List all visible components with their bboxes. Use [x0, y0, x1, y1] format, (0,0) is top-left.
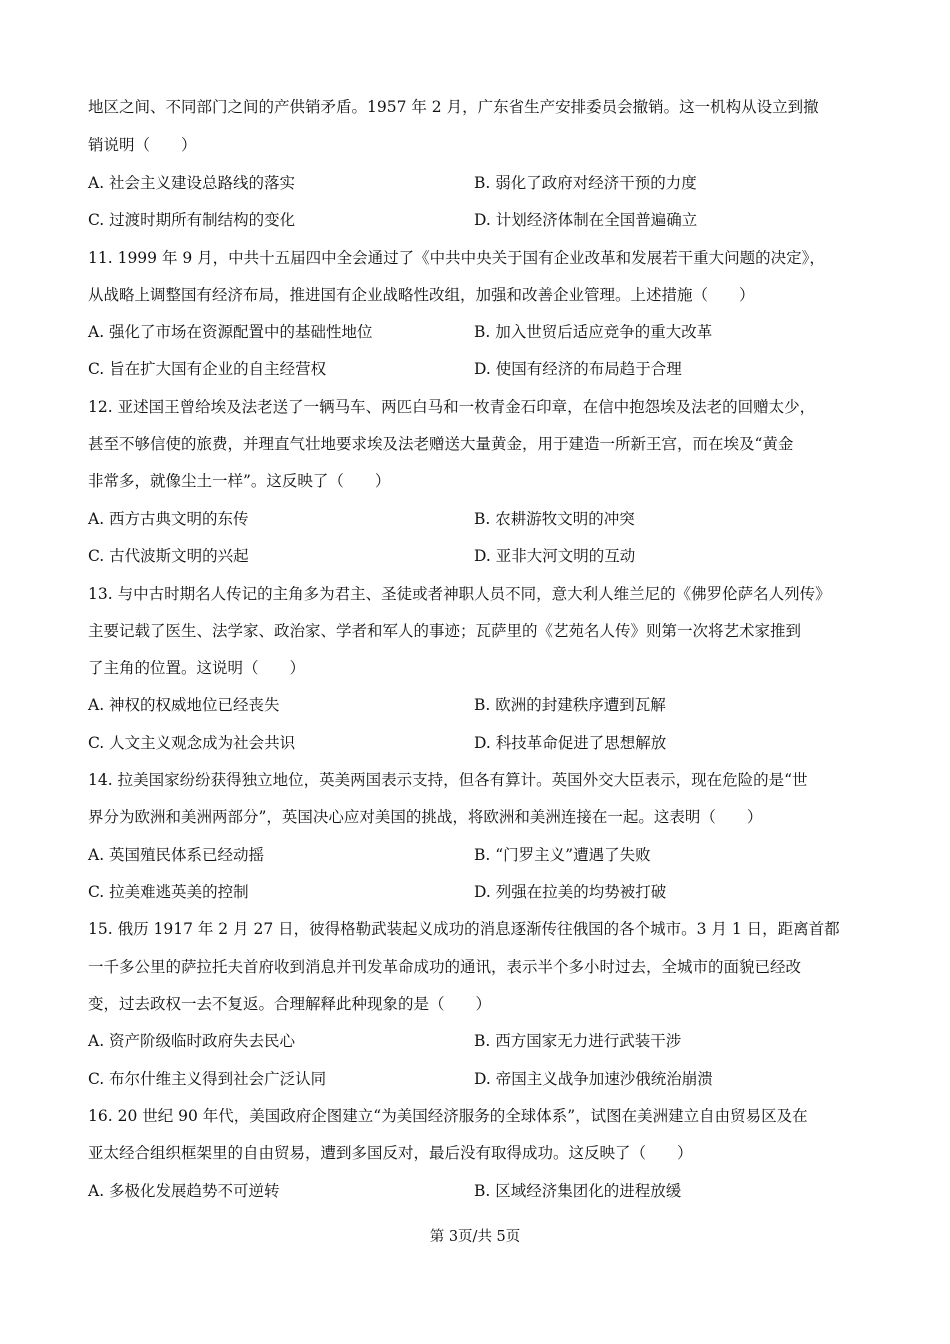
q12-option-c: C. 古代波斯文明的兴起: [88, 547, 249, 565]
q15-stem-line-1: 15. 俄历 1917 年 2 月 27 日，彼得格勒武装起义成功的消息逐渐传往俄国的各个城市。3 月 1 日，距离首都: [88, 920, 840, 938]
q12-stem-line-1: 12. 亚述国王曾给埃及法老送了一辆马车、两匹白马和一枚青金石印章，在信中抱怨埃及法老的回赠太少，: [88, 398, 816, 416]
q16-stem-line-2: 亚太经合组织框架里的自由贸易，遭到多国反对，最后没有取得成功。这反映了（ ）: [88, 1144, 693, 1162]
q10-option-a: A. 社会主义建设总路线的落实: [88, 174, 296, 192]
q12-stem-line-3: 非常多，就像尘土一样”。这反映了（ ）: [88, 472, 391, 490]
page-number-footer: 第 3页/共 5页: [429, 1229, 521, 1245]
q16-option-b: B. 区域经济集团化的进程放缓: [474, 1182, 682, 1200]
q10-stem-line-2: 销说明（ ）: [88, 136, 197, 154]
q14-option-d: D. 列强在拉美的均势被打破: [474, 883, 667, 901]
q13-option-a: A. 神权的权威地位已经丧失: [88, 696, 280, 714]
q14-option-c: C. 拉美难逃英美的控制: [88, 883, 249, 901]
q13-option-b: B. 欧洲的封建秩序遭到瓦解: [474, 696, 666, 714]
q15-stem-line-3: 变，过去政权一去不复返。合理解释此种现象的是（ ）: [88, 995, 492, 1013]
q15-option-c: C. 布尔什维主义得到社会广泛认同: [88, 1070, 327, 1088]
q15-option-d: D. 帝国主义战争加速沙俄统治崩溃: [474, 1070, 713, 1088]
q14-stem-line-2: 界分为欧洲和美洲两部分”，英国决心应对美国的挑战，将欧洲和美洲连接在一起。这表明（ ）: [88, 808, 763, 826]
q12-option-a: A. 西方古典文明的东传: [88, 510, 249, 528]
q12-stem-line-2: 甚至不够信使的旅费，并理直气壮地要求埃及法老赠送大量黄金，用于建造一所新王宫，而在埃及“黄金: [88, 435, 794, 453]
q11-option-a: A. 强化了市场在资源配置中的基础性地位: [88, 323, 373, 341]
q13-stem-line-3: 了主角的位置。这说明（ ）: [88, 659, 306, 677]
q15-option-a: A. 资产阶级临时政府失去民心: [88, 1032, 296, 1050]
q11-stem-line-1: 11. 1999 年 9 月，中共十五届四中全会通过了《中共中央关于国有企业改革和发展若干重大问题的决定》，: [88, 249, 825, 267]
q13-option-c: C. 人文主义观念成为社会共识: [88, 734, 296, 752]
q10-option-b: B. 弱化了政府对经济干预的力度: [474, 174, 697, 192]
q13-option-d: D. 科技革命促进了思想解放: [474, 734, 667, 752]
q10-stem-line-1: 地区之间、不同部门之间的产供销矛盾。1957 年 2 月，广东省生产安排委员会撤销。这一机构从设立到撤: [88, 98, 819, 116]
q16-stem-line-1: 16. 20 世纪 90 年代，美国政府企图建立“为美国经济服务的全球体系”，试图在美洲建立自由贸易区及在: [88, 1107, 808, 1125]
q14-option-b: B. “门罗主义”遭遇了失败: [474, 846, 651, 864]
q12-option-b: B. 农耕游牧文明的冲突: [474, 510, 635, 528]
q10-option-d: D. 计划经济体制在全国普遍确立: [474, 211, 698, 229]
q15-option-b: B. 西方国家无力进行武装干涉: [474, 1032, 682, 1050]
q15-stem-line-2: 一千多公里的萨拉托夫首府收到消息并刊发革命成功的通讯，表示半个多小时过去，全城市的面貌已经改: [88, 958, 802, 976]
q12-option-d: D. 亚非大河文明的互动: [474, 547, 636, 565]
q11-stem-line-2: 从战略上调整国有经济布局，推进国有企业战略性改组，加强和改善企业管理。上述措施（ ）: [88, 286, 755, 304]
q14-stem-line-1: 14. 拉美国家纷纷获得独立地位，英美两国表示支持，但各有算计。英国外交大臣表示，现在危险的是“世: [88, 771, 808, 789]
q14-option-a: A. 英国殖民体系已经动摇: [88, 846, 265, 864]
q13-stem-line-1: 13. 与中古时期名人传记的主角多为君主、圣徒或者神职人员不同，意大利人维兰尼的《佛罗伦萨名人列传》: [88, 585, 831, 603]
q11-option-c: C. 旨在扩大国有企业的自主经营权: [88, 360, 327, 378]
q11-option-d: D. 使国有经济的布局趋于合理: [474, 360, 682, 378]
q13-stem-line-2: 主要记载了医生、法学家、政治家、学者和军人的事迹；瓦萨里的《艺苑名人传》则第一次将艺术家推到: [88, 622, 802, 640]
q16-option-a: A. 多极化发展趋势不可逆转: [88, 1182, 280, 1200]
q11-option-b: B. 加入世贸后适应竞争的重大改革: [474, 323, 713, 341]
q10-option-c: C. 过渡时期所有制结构的变化: [88, 211, 296, 229]
